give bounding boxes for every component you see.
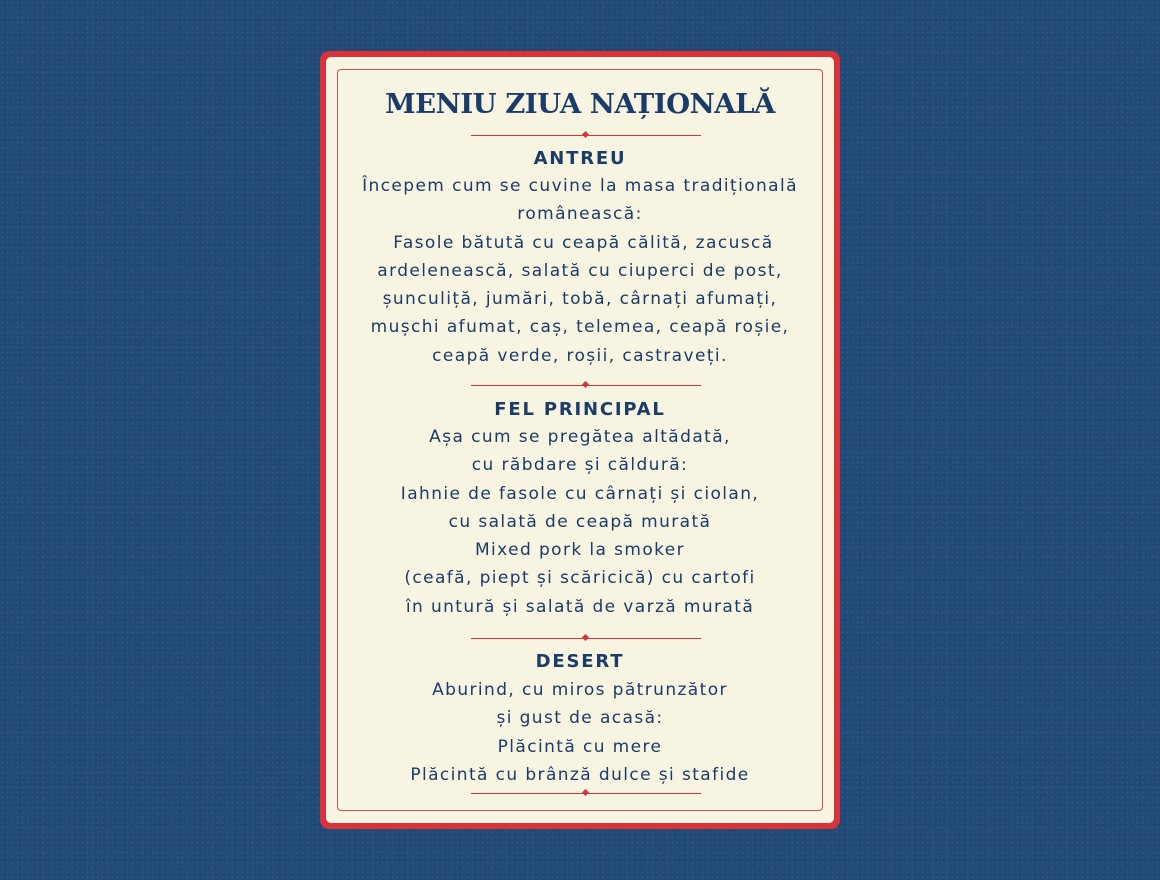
menu-line: Plăcintă cu mere (497, 736, 663, 757)
menu-line: Iahnie de fasole cu cârnați și ciolan, (400, 483, 760, 504)
divider-fel-principal (471, 634, 701, 643)
menu-card (320, 51, 840, 829)
menu-line: ceapă verde, roșii, castraveți. (432, 345, 728, 366)
menu-card-inner (326, 57, 834, 823)
divider-antreu (471, 381, 701, 390)
section-body-fel-principal (326, 423, 834, 621)
divider-title (471, 131, 701, 140)
menu-line: mușchi afumat, caș, telemea, ceapă roșie, (370, 317, 790, 338)
divider-diamond-icon (582, 634, 589, 641)
divider-desert (471, 789, 701, 798)
divider-diamond-icon (582, 789, 589, 796)
menu-line: românească: (517, 204, 643, 225)
menu-line: (ceafă, piept și scăricică) cu cartofi (404, 568, 756, 589)
divider-diamond-icon (582, 131, 589, 138)
menu-line: șunculiță, jumări, tobă, cârnați afumați, (382, 289, 778, 310)
menu-line: ardelenească, salată cu ciuperci de post, (377, 260, 783, 281)
divider-diamond-icon (582, 381, 589, 388)
menu-line: cu răbdare și căldură: (471, 455, 689, 476)
menu-line: în untură și salată de varză murată (405, 596, 755, 617)
section-body-desert (326, 676, 834, 789)
menu-line: Plăcintă cu brânză dulce și stafide (410, 764, 750, 785)
menu-title: MENIU ZIUA NAȚIONALĂ (385, 89, 775, 120)
menu-line: Așa cum se pregătea altădată, (429, 427, 731, 447)
menu-line: Mixed pork la smoker (474, 540, 686, 561)
section-body-antreu (326, 172, 834, 370)
menu-line: Aburind, cu miros pătrunzător (432, 680, 728, 700)
section-title-desert: DESERT (535, 651, 625, 672)
menu-line: cu salată de ceapă murată (448, 511, 712, 532)
menu-line: Fasole bătută cu ceapă călită, zacuscă (386, 232, 774, 253)
menu-line: Începem cum se cuvine la masa tradițională (362, 176, 798, 196)
section-title-antreu: ANTREU (533, 148, 627, 169)
menu-line: și gust de acasă: (496, 708, 664, 729)
section-title-fel-principal: FEL PRINCIPAL (494, 399, 666, 420)
